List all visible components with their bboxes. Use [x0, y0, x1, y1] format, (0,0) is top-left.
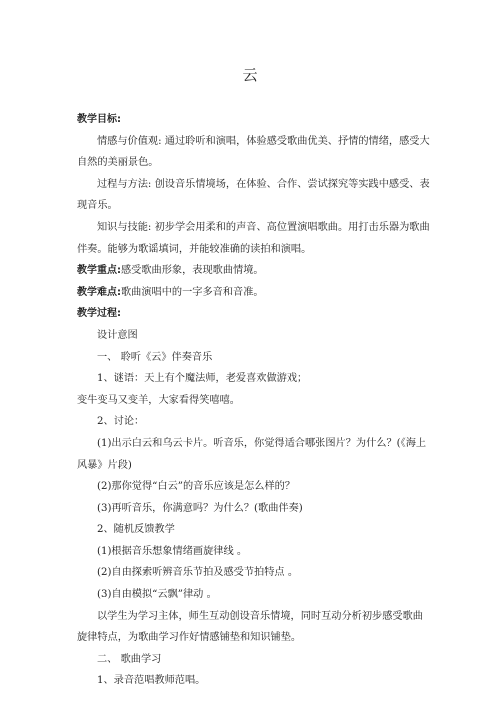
process-line: (2)那你觉得“白云”的音乐应该是怎么样的？ [97, 481, 296, 493]
key-point-label: 教学重点: [77, 265, 121, 277]
difficulty-text: 歌曲演唱中的一字多音和音准。 [121, 286, 264, 298]
process-line: 1、谜语：天上有个魔法师，老爱喜欢做游戏； [97, 373, 308, 385]
process-line: 一、 聆听《云》伴奏音乐 [97, 351, 213, 363]
document-title: 云 [242, 66, 258, 84]
process-line: (3)再听音乐，你满意吗？为什么？(歌曲伴奏) [97, 502, 303, 514]
goal-process-paragraph: 过程与方法: 创设音乐情境场，在体验、合作、尝试探究等实践中感受、表现音乐。 [77, 178, 430, 212]
process-line: 以学生为学习主体，师生互动创设音乐情境，同时互动分析初步感受歌曲旋律特点，为歌曲学习作好情感铺垫和知识铺垫。 [77, 610, 423, 644]
process-line: (1)出示白云和乌云卡片。听音乐，你觉得适合哪张图片？为什么？(《海上风暴》片段) [77, 437, 427, 471]
process-line: 二、 歌曲学习 [97, 653, 162, 665]
process-line: 1、录音范唱教师范唱。 [97, 675, 206, 687]
process-line: 2、讨论： [97, 416, 145, 428]
key-point-line [77, 260, 430, 282]
process-line: 设计意图 [97, 329, 138, 341]
teaching-goals-heading: 教学目标: [77, 114, 121, 125]
process-line: 2、随机反馈教学 [97, 524, 175, 536]
goal-emotion-paragraph: 情感与价值观: 通过聆听和演唱，体验感受歌曲优美、抒情的情绪，感受大自然的美丽景色。 [77, 135, 430, 169]
process-line: 变牛变马又变羊，大家看得笑嘻嘻。 [77, 394, 240, 406]
process-line: (3)自由模拟“云飘”律动 。 [97, 589, 217, 601]
document-body [77, 109, 430, 692]
difficulty-label: 教学难点: [77, 286, 121, 298]
goal-knowledge-paragraph: 知识与技能: 初步学会用柔和的声音、高位置演唱歌曲。用打击乐器为歌曲伴奏。能够为歌谣填词，并能较准确的读拍和演唱。 [77, 221, 430, 255]
key-point-text: 感受歌曲形象，表现歌曲情境。 [121, 265, 264, 277]
process-line: (1)根据音乐想象情绪画旋律线 。 [97, 545, 248, 557]
process-heading: 教学过程: [77, 308, 121, 320]
difficulty-line [77, 282, 430, 304]
process-line: (2)自由探索听辨音乐节拍及感受节拍特点 。 [97, 567, 299, 579]
